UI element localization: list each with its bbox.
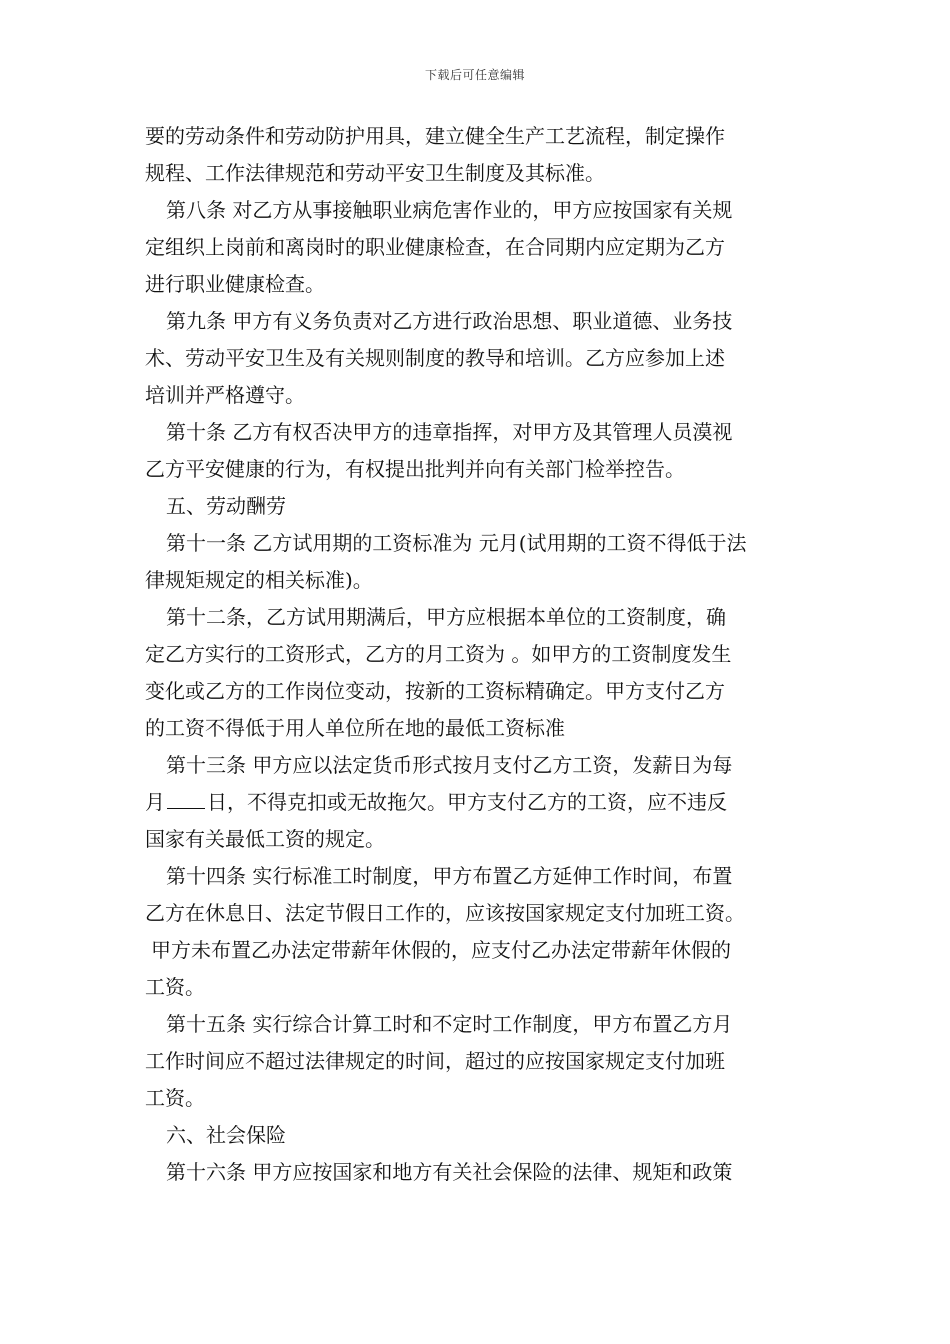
- text-line: 工作时间应不超过法律规定的时间，超过的应按国家规定支付加班: [145, 1049, 725, 1073]
- text-line: 进行职业健康检查。: [145, 272, 325, 296]
- text-line: 规程、工作法律规范和劳动平安卫生制度及其标准。: [145, 161, 605, 185]
- article-15: 第十五条 实行综合计算工时和不定时工作制度，甲方布置乙方月: [166, 1012, 733, 1036]
- article-8: 第八条 对乙方从事接触职业病危害作业的，甲方应按国家有关规: [166, 198, 733, 222]
- text-line: 国家有关最低工资的规定。: [145, 827, 385, 851]
- text-line: 培训并严格遵守。: [145, 383, 305, 407]
- fill-in-blank: [167, 790, 205, 809]
- document-body: [145, 118, 815, 1191]
- section-heading-5: 五、劳动酬劳: [166, 494, 286, 518]
- text-line: 定组织上岗前和离岗时的职业健康检查，在合同期内应定期为乙方: [145, 235, 725, 259]
- text-fragment: 月: [145, 790, 165, 814]
- text-line: 要的劳动条件和劳动防护用具，建立健全生产工艺流程，制定操作: [145, 124, 725, 148]
- text-line: 律规矩规定的相关标准)。: [145, 568, 373, 592]
- page-header: 下载后可任意编辑: [424, 68, 525, 82]
- article-13: 第十三条 甲方应以法定货币形式按月支付乙方工资，发薪日为每: [166, 753, 733, 777]
- article-16: 第十六条 甲方应按国家和地方有关社会保险的法律、规矩和政策: [166, 1160, 733, 1184]
- text-line: 术、劳动平安卫生及有关规则制度的教导和培训。乙方应参加上述: [145, 346, 725, 370]
- text-line: 乙方在休息日、法定节假日工作的，应该按国家规定支付加班工资。: [145, 901, 745, 925]
- article-9: 第九条 甲方有义务负责对乙方进行政治思想、职业道德、业务技: [166, 309, 733, 333]
- section-heading-6: 六、社会保险: [166, 1123, 286, 1147]
- text-fragment: 日，不得克扣或无故拖欠。甲方支付乙方的工资，应不违反: [207, 790, 727, 814]
- text-line: 工资。: [145, 975, 205, 999]
- article-12: 第十二条，乙方试用期满后，甲方应根据本单位的工资制度，确: [166, 605, 726, 629]
- text-line: 甲方未布置乙办法定带薪年休假的，应支付乙办法定带薪年休假的: [151, 938, 731, 962]
- text-line: 变化或乙方的工作岗位变动，按新的工资标精确定。甲方支付乙方: [145, 679, 725, 703]
- text-line: 工资。: [145, 1086, 205, 1110]
- article-11: 第十一条 乙方试用期的工资标准为 元月(试用期的工资不得低于法: [166, 531, 747, 555]
- text-line-with-blank: [145, 784, 815, 821]
- text-line: 定乙方实行的工资形式，乙方的月工资为 。如甲方的工资制度发生: [145, 642, 732, 666]
- article-14: 第十四条 实行标准工时制度，甲方布置乙方延伸工作时间，布置: [166, 864, 733, 888]
- text-line: 乙方平安健康的行为，有权提出批判并向有关部门检举控告。: [145, 457, 685, 481]
- text-line: 的工资不得低于用人单位所在地的最低工资标准: [145, 716, 565, 740]
- article-10: 第十条 乙方有权否决甲方的违章指挥，对甲方及其管理人员漠视: [166, 420, 733, 444]
